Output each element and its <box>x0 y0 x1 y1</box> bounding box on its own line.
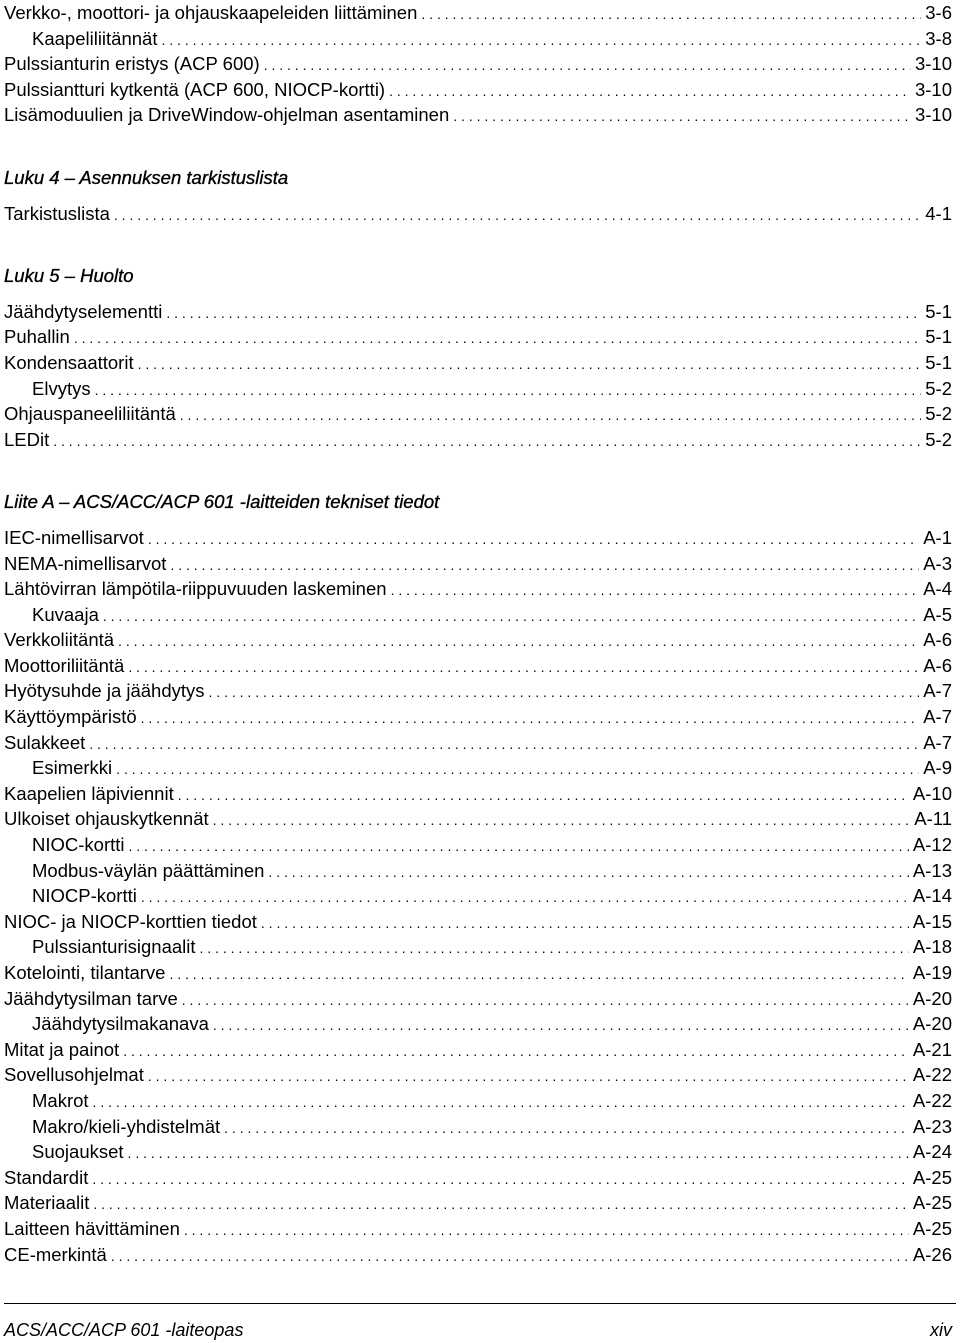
dot-leader <box>74 326 921 352</box>
dot-leader <box>184 1218 909 1244</box>
toc-page-number: A-20 <box>912 987 952 1009</box>
dot-leader <box>128 1141 909 1167</box>
toc-page-number: A-14 <box>912 885 952 907</box>
toc-entry-title: Pulssiantturi kytkentä (ACP 600, NIOCP-kortti) <box>4 78 386 100</box>
toc-entry[interactable] <box>4 781 952 807</box>
dot-leader <box>141 706 920 732</box>
toc-page-number: 3-6 <box>925 2 952 23</box>
toc-entry[interactable] <box>4 576 952 602</box>
dot-leader <box>89 732 919 758</box>
heading-spacer <box>4 191 952 201</box>
toc-entry[interactable] <box>4 986 952 1012</box>
toc-entry[interactable] <box>4 401 952 427</box>
toc-entry-title: Pulssianturisignaalit <box>32 936 196 958</box>
toc-entry[interactable] <box>4 704 952 730</box>
toc-entry-title: Hyötysuhde ja jäähdytys <box>4 680 205 702</box>
dot-leader <box>53 429 921 455</box>
dot-leader <box>170 553 919 579</box>
toc-page-number: 5-2 <box>925 377 952 399</box>
dot-leader <box>93 1090 909 1116</box>
toc-entry-title: NEMA-nimellisarvot <box>4 552 167 574</box>
section-spacer <box>4 128 952 165</box>
toc-page-number: A-7 <box>923 706 952 728</box>
dot-leader <box>123 1039 909 1065</box>
toc-page-number: A-7 <box>923 731 952 753</box>
toc-entry[interactable] <box>4 1216 952 1242</box>
toc-page-number: 5-1 <box>925 300 952 322</box>
dot-leader <box>116 757 919 783</box>
toc-subentry[interactable] <box>4 858 952 884</box>
section-spacer <box>4 452 952 489</box>
dot-leader <box>114 203 921 229</box>
toc-entry-title: Kuvaaja <box>32 603 99 625</box>
toc-page-number: A-25 <box>912 1192 952 1214</box>
toc-entry-title: Verkko-, moottori- ja ohjauskaapeleiden liittäminen <box>4 2 418 23</box>
toc-entry-title: Tarkistuslista <box>4 202 110 224</box>
toc-entry-title: Moottoriliitäntä <box>4 654 125 676</box>
toc-entry-title: Esimerkki <box>32 757 113 779</box>
toc-entry[interactable] <box>4 324 952 350</box>
toc-page-number: A-22 <box>912 1089 952 1111</box>
dot-leader <box>95 378 922 404</box>
toc-page-number: A-3 <box>923 552 952 574</box>
dot-leader <box>421 2 921 28</box>
toc-entry[interactable] <box>4 730 952 756</box>
toc-entry[interactable] <box>4 653 952 679</box>
toc-entry[interactable] <box>4 201 952 227</box>
toc-page-number: A-1 <box>923 526 952 548</box>
dot-leader <box>103 604 919 630</box>
dot-leader <box>93 1192 909 1218</box>
dot-leader <box>200 936 909 962</box>
dot-leader <box>264 53 911 79</box>
toc-entry[interactable] <box>4 1062 952 1088</box>
toc-page-number: A-6 <box>923 654 952 676</box>
toc-entry[interactable] <box>4 678 952 704</box>
toc-page-number: A-12 <box>912 834 952 856</box>
toc-entry-title: NIOC- ja NIOCP-korttien tiedot <box>4 910 257 932</box>
dot-leader <box>169 962 908 988</box>
toc-entry-title: Jäähdytyselementti <box>4 300 163 322</box>
section-heading: Liite A – ACS/ACC/ACP 601 -laitteiden tekniset tiedot <box>4 491 440 513</box>
dot-leader <box>129 834 909 860</box>
toc-entry[interactable] <box>4 0 952 26</box>
toc-page-number: A-5 <box>923 603 952 625</box>
toc-entry[interactable] <box>4 806 952 832</box>
toc-entry-title: Mitat ja painot <box>4 1038 120 1060</box>
toc-subentry[interactable] <box>4 1114 952 1140</box>
dot-leader <box>141 885 909 911</box>
toc-page-number: A-19 <box>912 962 952 983</box>
toc-entry-title: Käyttöympäristö <box>4 706 137 728</box>
dot-leader <box>111 1244 909 1270</box>
toc-entry-title: Standardit <box>4 1166 89 1188</box>
toc-entry-title: Lisämoduulien ja DriveWindow-ohjelman asentaminen <box>4 104 450 126</box>
toc-page-number: A-10 <box>912 782 952 804</box>
toc-entry-title: Jäähdytysilman tarve <box>4 987 178 1009</box>
toc-subentry[interactable] <box>4 832 952 858</box>
toc-entry[interactable] <box>4 627 952 653</box>
footer-document-title: ACS/ACC/ACP 601 -laiteopas <box>4 1320 244 1340</box>
toc-page-number: 3-8 <box>925 27 952 49</box>
toc-entry-title: Sovellusohjelmat <box>4 1064 144 1086</box>
toc-page-number: A-13 <box>912 859 952 881</box>
toc-page-number: A-24 <box>912 1141 952 1163</box>
toc-entry[interactable] <box>4 525 952 551</box>
toc-entry-title: Elvytys <box>32 377 91 399</box>
dot-leader <box>209 680 920 706</box>
dot-leader <box>213 1013 909 1039</box>
toc-entry[interactable] <box>4 299 952 325</box>
toc-subentry[interactable] <box>4 1139 952 1165</box>
toc-page-number: A-25 <box>912 1217 952 1239</box>
toc-entry-title: Makrot <box>32 1089 89 1111</box>
toc-entry-title: Lähtövirran lämpötila-riippuvuuden laskeminen <box>4 578 387 600</box>
toc-page-number: 5-1 <box>925 351 952 373</box>
toc-entry-title: Pulssianturin eristys (ACP 600) <box>4 53 260 75</box>
toc-entry[interactable] <box>4 350 952 376</box>
toc-entry[interactable] <box>4 909 952 935</box>
heading-spacer <box>4 515 952 525</box>
toc-entry-title: Sulakkeet <box>4 731 86 753</box>
toc-entry-title: Verkkoliitäntä <box>4 629 115 651</box>
toc-entry[interactable] <box>4 1190 952 1216</box>
section-heading: Luku 5 – Huolto <box>4 265 134 287</box>
toc-entry-title: Jäähdytysilmakanava <box>32 1013 209 1035</box>
toc-subentry[interactable] <box>4 755 952 781</box>
toc-subentry[interactable] <box>4 26 952 52</box>
toc-page-number: A-4 <box>923 578 952 600</box>
dot-leader <box>138 352 922 378</box>
toc-page-number: 5-2 <box>925 428 952 450</box>
toc-entry-title: LEDit <box>4 428 50 450</box>
toc-entry[interactable] <box>4 427 952 453</box>
dot-leader <box>148 527 919 553</box>
toc-entry[interactable] <box>4 77 952 103</box>
dot-leader <box>213 808 911 834</box>
toc-entry-title: NIOC-kortti <box>32 834 125 856</box>
dot-leader <box>166 301 921 327</box>
dot-leader <box>391 578 920 604</box>
dot-leader <box>453 104 911 130</box>
toc-page-number: A-18 <box>912 936 952 958</box>
toc-entry-title: Kotelointi, tilantarve <box>4 962 166 983</box>
toc-subentry[interactable] <box>4 1088 952 1114</box>
dot-leader <box>224 1116 909 1142</box>
table-of-contents <box>4 0 952 1267</box>
toc-entry-title: Laitteen hävittäminen <box>4 1217 180 1239</box>
toc-entry-title: Suojaukset <box>32 1141 124 1163</box>
toc-entry-title: Puhallin <box>4 326 70 348</box>
dot-leader <box>268 860 909 886</box>
toc-page-number: A-11 <box>914 808 952 830</box>
toc-subentry[interactable] <box>4 1011 952 1037</box>
toc-entry[interactable] <box>4 1165 952 1191</box>
toc-entry[interactable] <box>4 1242 952 1268</box>
dot-leader <box>118 629 919 655</box>
toc-entry-title: CE-merkintä <box>4 1243 107 1265</box>
footer-rule <box>4 1303 956 1304</box>
dot-leader <box>128 655 919 681</box>
toc-entry[interactable] <box>4 960 952 986</box>
toc-entry[interactable] <box>4 1037 952 1063</box>
toc-page-number: A-26 <box>912 1243 952 1265</box>
toc-page-number: A-25 <box>912 1166 952 1188</box>
toc-entry-title: Kaapeliliitännät <box>32 27 158 49</box>
toc-page-number: 5-1 <box>925 326 952 348</box>
toc-entry-title: Modbus-väylän päättäminen <box>32 859 265 881</box>
toc-entry-title: Kaapelien läpiviennit <box>4 782 174 804</box>
section-heading: Luku 4 – Asennuksen tarkistuslista <box>4 166 289 188</box>
toc-page-number: A-21 <box>912 1038 952 1060</box>
section-spacer <box>4 226 952 263</box>
toc-entry[interactable] <box>4 551 952 577</box>
toc-entry[interactable] <box>4 102 952 128</box>
toc-page-number: 3-10 <box>914 104 952 126</box>
toc-subentry[interactable] <box>4 376 952 402</box>
dot-leader <box>148 1064 909 1090</box>
toc-entry-title: Kondensaattorit <box>4 351 134 373</box>
toc-entry-title: Ulkoiset ohjauskytkennät <box>4 808 209 830</box>
toc-page-number: A-23 <box>912 1115 952 1137</box>
toc-subentry[interactable] <box>4 602 952 628</box>
toc-entry-title: IEC-nimellisarvot <box>4 526 144 548</box>
dot-leader <box>182 988 909 1014</box>
toc-page-number: A-6 <box>923 629 952 651</box>
toc-page-number: A-15 <box>912 910 952 932</box>
toc-page-number: A-20 <box>912 1013 952 1035</box>
toc-entry[interactable] <box>4 51 952 77</box>
toc-page-number: A-22 <box>912 1064 952 1086</box>
dot-leader <box>178 783 909 809</box>
dot-leader <box>161 28 921 54</box>
toc-page-number: 3-10 <box>914 78 952 100</box>
toc-entry-title: Materiaalit <box>4 1192 90 1214</box>
toc-subentry[interactable] <box>4 883 952 909</box>
heading-spacer <box>4 289 952 299</box>
toc-entry-title: Ohjauspaneeliliitäntä <box>4 403 176 425</box>
toc-page-number: A-9 <box>923 757 952 779</box>
footer-page-number: xiv <box>930 1320 952 1340</box>
dot-leader <box>92 1167 909 1193</box>
toc-page-number: A-7 <box>923 680 952 702</box>
toc-page-number: 3-10 <box>914 53 952 75</box>
toc-page-number: 4-1 <box>925 202 952 224</box>
dot-leader <box>180 403 921 429</box>
toc-entry-title: Makro/kieli-yhdistelmät <box>32 1115 221 1137</box>
dot-leader <box>261 911 909 937</box>
toc-entry-title: NIOCP-kortti <box>32 885 137 907</box>
toc-page-number: 5-2 <box>925 403 952 425</box>
dot-leader <box>389 79 911 105</box>
toc-subentry[interactable] <box>4 934 952 960</box>
